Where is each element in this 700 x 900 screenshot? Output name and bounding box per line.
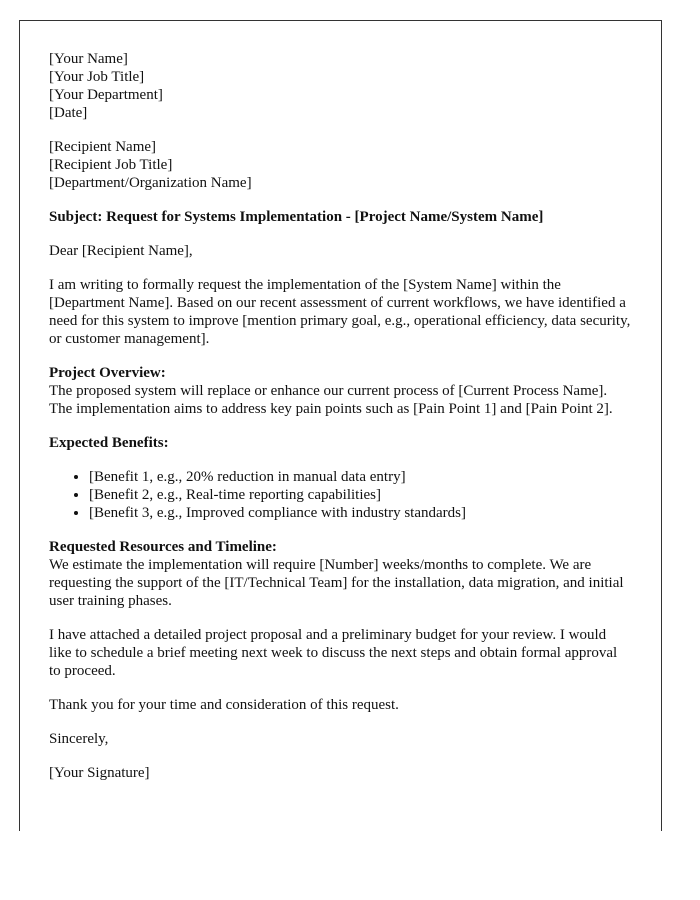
recipient-organization: [Department/Organization Name] — [49, 175, 252, 191]
sender-job-title: [Your Job Title] — [49, 69, 145, 85]
salutation: Dear [Recipient Name], — [49, 243, 193, 259]
recipient-job-title: [Recipient Job Title] — [49, 157, 173, 173]
sender-department: [Your Department] — [49, 87, 163, 103]
expected-benefits-heading: Expected Benefits: — [49, 435, 169, 451]
project-overview-heading: Project Overview: — [49, 365, 166, 381]
signature: [Your Signature] — [49, 765, 150, 781]
resources-heading: Requested Resources and Timeline: — [49, 539, 277, 555]
closing: Sincerely, — [49, 731, 109, 747]
sender-name: [Your Name] — [49, 51, 128, 67]
resources-section — [49, 538, 632, 610]
subject-line: Subject: Request for Systems Implementation - [Project Name/System Name] — [49, 209, 544, 225]
benefit-item: • [Benefit 1, e.g., 20% reduction in manual data entry] — [89, 468, 632, 486]
benefit-item: • [Benefit 2, e.g., Real-time reporting capabilities] — [89, 486, 632, 504]
benefit-item: • [Benefit 3, e.g., Improved compliance with industry standards] — [89, 504, 632, 522]
recipient-block — [49, 138, 632, 192]
project-overview-text: The proposed system will replace or enhance our current process of [Current Process Name]. The implementation aims to address key pain points such as [Pain Point 1] and [Pain Point 2]. — [49, 383, 613, 417]
letter-document — [19, 20, 662, 831]
sender-block — [49, 50, 632, 122]
project-overview-section — [49, 364, 632, 418]
recipient-name: [Recipient Name] — [49, 139, 157, 155]
intro-paragraph: I am writing to formally request the implementation of the [System Name] within the [Department Name]. Based on our recent assessment of current workflows, we have identified a need for this system to improve [mention primary goal, e.g., operational efficiency, data security, or customer management]. — [49, 277, 631, 347]
thanks-paragraph: Thank you for your time and consideration of this request. — [49, 697, 399, 713]
benefits-list — [49, 468, 632, 522]
letter-date: [Date] — [49, 105, 88, 121]
resources-text: We estimate the implementation will require [Number] weeks/months to complete. We are requesting the support of the [IT/Technical Team] for the installation, data migration, and initial user training phases. — [49, 557, 624, 609]
attachment-paragraph: I have attached a detailed project proposal and a preliminary budget for your review. I would like to schedule a brief meeting next week to discuss the next steps and obtain formal approval to proceed. — [49, 627, 618, 679]
